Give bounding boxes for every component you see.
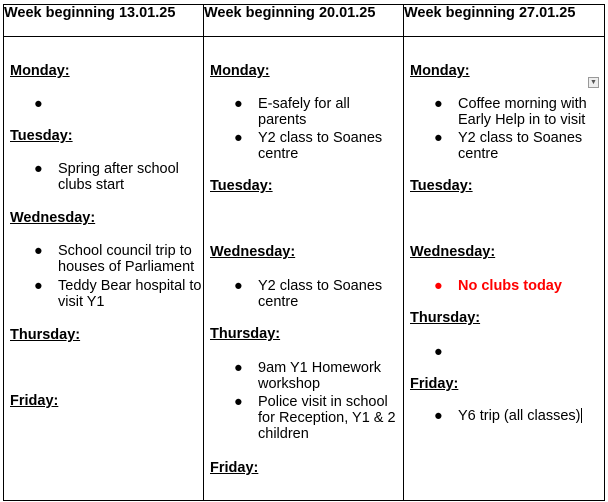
bullet-icon: ●: [234, 278, 243, 294]
list-item: Police visit in school for Reception, Y1 & 2 children: [258, 394, 396, 442]
bullet-icon: ●: [34, 243, 43, 259]
day-monday: Monday:: [410, 63, 470, 79]
day-friday: Friday:: [410, 376, 459, 392]
highlighted-list-item: No clubs today: [458, 278, 562, 294]
day-thursday: Thursday:: [10, 327, 81, 343]
bullet-icon: ●: [434, 130, 443, 146]
week-cell-2[interactable]: [204, 37, 404, 501]
bullet-icon: ●: [34, 161, 43, 177]
day-wednesday: Wednesday:: [10, 210, 96, 226]
bullet-icon: ●: [234, 130, 243, 146]
day-thursday: Thursday:: [210, 326, 281, 342]
week-header-3[interactable]: Week beginning 27.01.25: [404, 5, 605, 37]
list-item: Y2 class to Soanes centre: [258, 278, 383, 310]
list-item: 9am Y1 Homework workshop: [258, 360, 382, 392]
bullet-icon: ●: [434, 344, 443, 360]
week-cell-1[interactable]: [4, 37, 204, 501]
day-wednesday: Wednesday:: [410, 244, 496, 260]
list-item: Y2 class to Soanes centre: [458, 130, 583, 162]
bullet-icon: ●: [34, 96, 43, 112]
week-header-1[interactable]: Week beginning 13.01.25: [4, 5, 204, 37]
day-monday: Monday:: [210, 63, 270, 79]
day-wednesday: Wednesday:: [210, 244, 296, 260]
list-item: School council trip to houses of Parliament: [58, 243, 195, 275]
week-header-2[interactable]: Week beginning 20.01.25: [204, 5, 404, 37]
schedule-table: [3, 4, 605, 501]
day-thursday: Thursday:: [410, 310, 481, 326]
bullet-icon: ●: [234, 394, 243, 410]
day-tuesday: Tuesday:: [410, 178, 473, 194]
bullet-icon: ●: [34, 278, 43, 294]
list-item: E-safely for all parents: [258, 96, 350, 128]
text-cursor: [581, 408, 582, 423]
dropdown-toggle-icon[interactable]: ▼: [588, 77, 599, 88]
bullet-icon: ●: [434, 278, 443, 294]
list-item: Coffee morning with Early Help in to visit: [458, 96, 587, 128]
list-item[interactable]: [458, 408, 598, 424]
bullet-icon: ●: [434, 408, 443, 424]
day-tuesday: Tuesday:: [210, 178, 273, 194]
day-monday: Monday:: [10, 63, 70, 79]
list-item: Teddy Bear hospital to visit Y1: [58, 278, 202, 310]
week-cell-3[interactable]: [404, 37, 605, 501]
day-friday: Friday:: [210, 460, 259, 476]
day-tuesday: Tuesday:: [10, 128, 73, 144]
bullet-icon: ●: [434, 96, 443, 112]
bullet-icon: ●: [234, 96, 243, 112]
day-friday: Friday:: [10, 393, 59, 409]
list-item-text: Y6 trip (all classes): [458, 408, 581, 424]
list-item: Y2 class to Soanes centre: [258, 130, 383, 162]
bullet-icon: ●: [234, 360, 243, 376]
list-item: Spring after school clubs start: [58, 161, 179, 193]
